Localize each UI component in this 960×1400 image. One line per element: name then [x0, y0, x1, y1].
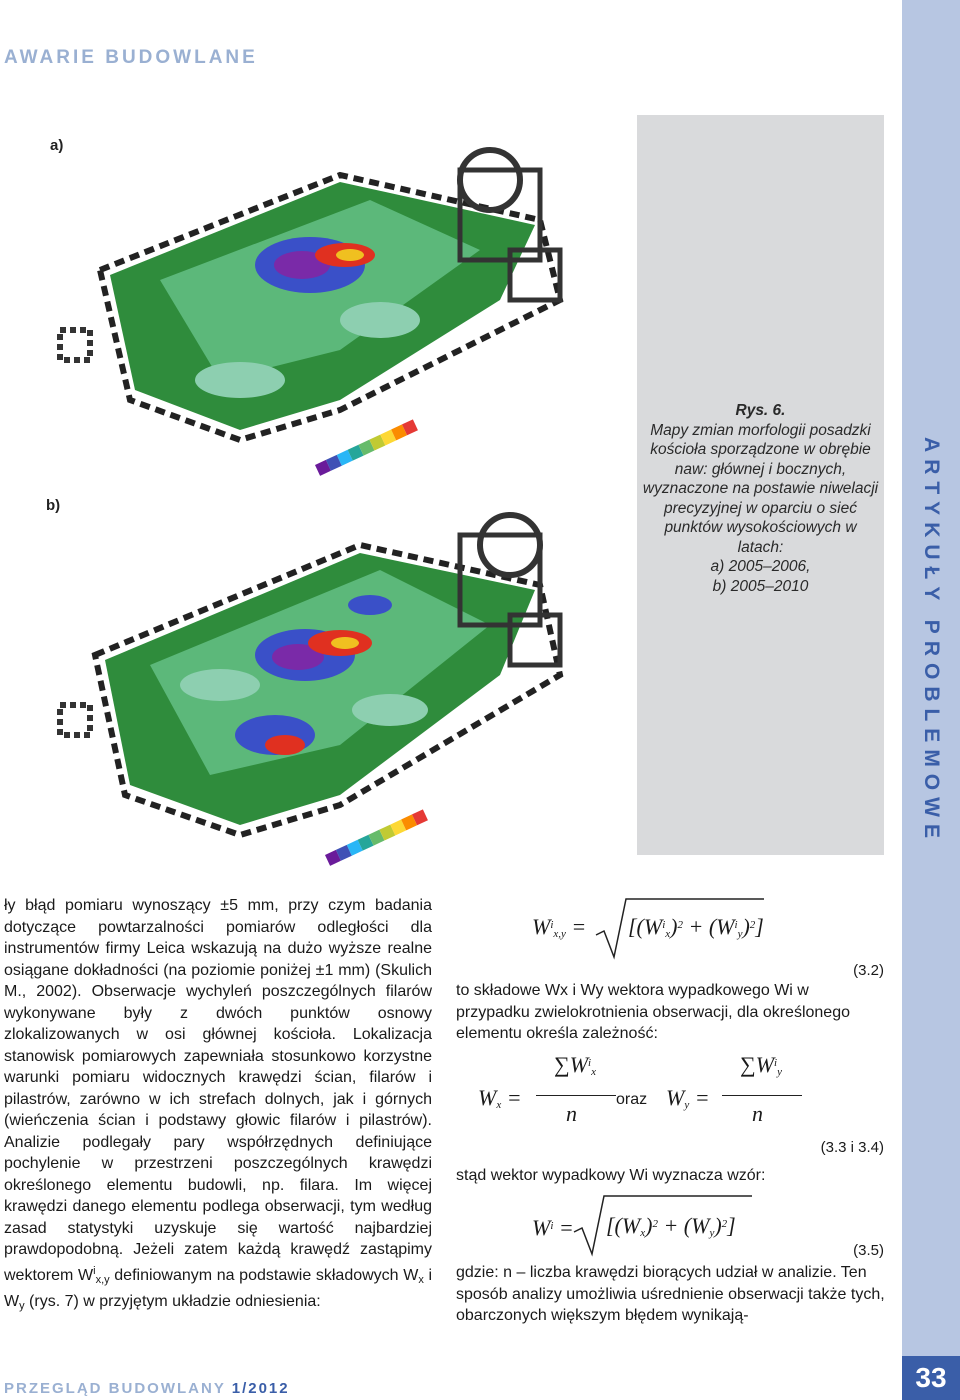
map-a — [60, 150, 560, 476]
caption-line-a: a) 2005–2006, — [710, 558, 811, 575]
left-column — [4, 895, 432, 1318]
equation-number: (3.3 i 3.4) — [820, 1138, 884, 1156]
right-column — [456, 890, 886, 1327]
equation-3-2: $W^i_{x,y}$ = $[(W^i_x)^2 + (W^i_y)^2]$ (3.2) — [456, 890, 886, 980]
caption-line-b: b) 2005–2010 — [712, 577, 809, 595]
equation-3-3-3-4: $W_x$ = $\sum W^i_x$ n oraz $W_y$ = $\sum W^i_y$ n (3.3 i 3.4) — [456, 1045, 886, 1165]
right-paragraph-1: to składowe Wx i Wy wektora wypadkowego Wi w przypadku zwielokrotnienia obserwacji, dla określonego elementu określa zależność: — [456, 982, 850, 1042]
caption-title: Rys. 6. — [735, 402, 786, 419]
section-title: ARTYKUŁY PROBLEMOWE — [920, 437, 943, 845]
issue-number: 1/2012 — [231, 1380, 290, 1397]
equation-number: (3.5) — [853, 1242, 884, 1259]
figure-label-b: b) — [46, 497, 61, 514]
oraz-word: oraz — [616, 1090, 648, 1108]
right-paragraph-2: stąd wektor wypadkowy Wi wyznacza wzór: — [456, 1166, 766, 1184]
figure-maps — [40, 110, 630, 880]
map-b — [60, 515, 560, 866]
equation-number: (3.2) — [853, 962, 884, 979]
body-paragraph: ły błąd pomiaru wynoszący ±5 mm, przy czym badania dotyczące powtarzalności pomiarów odległości dla instrumentów firmy Leica wskazują na dużo wyższe realne osiągane dokładności (na poziomie poniżej ±1 mm) (Skulich M., 2002). Obserwacje wychyleń poszczególnych filarów wykonywane były z dwóch punktów osnowy zlokalizowanych w osi głównej kościoła. Lokalizacja stanowisk pomiarowych zapewniała stosunkowo korzystne warunki pomiaru widocznych krawędzi ścian, filarów i pilastrów, zarówno w ich strefach dolnych, jak i górnych (wieńczenia ścian i podstawy głowic filarów i pilastrów). Analizie podlegały pary współrzędnych definiujące pochylenie w przestrzeni poszczególnych krawędzi określonego elementu budowli, np. filara. Im więcej krawędzi danego elementu podlega obserwacji, tym według zasad statystyki uzyskuje się wartość najbardziej prawdopodobną. Jeżeli zatem każdą krawędź zastąpimy wektorem $W^i_{x,y}$ definiowanym na podstawie składowych $W_x$ i $W_y$ (rys. 7) w przyjętym układzie odniesienia: — [4, 897, 433, 1312]
right-paragraph-3: gdzie: n – liczba krawędzi biorących udział w analizie. Ten sposób analizy umożliwia uśrednienie obserwacji także tych, obarczonych większym błędem wynikają- — [456, 1264, 885, 1324]
running-header: AWARIE BUDOWLANE — [4, 47, 258, 68]
caption-text: Mapy zmian morfologii posadzki kościoła sporządzone w obrębie naw: głównej i bocznych, wyznaczone na postawie niwelacji precyzyjnej w oparciu o sieć punktów wysokościowych w latach: — [642, 421, 879, 556]
figure-caption — [637, 115, 884, 855]
equation-3-5: $W^i$ = $[(W_x)^2 + (W_y)^2]$ (3.5) — [456, 1186, 886, 1262]
page-number: 33 — [902, 1356, 960, 1400]
journal-name: PRZEGLĄD BUDOWLANY — [4, 1380, 226, 1397]
footer — [4, 1380, 290, 1397]
figure-label-a: a) — [50, 137, 64, 154]
